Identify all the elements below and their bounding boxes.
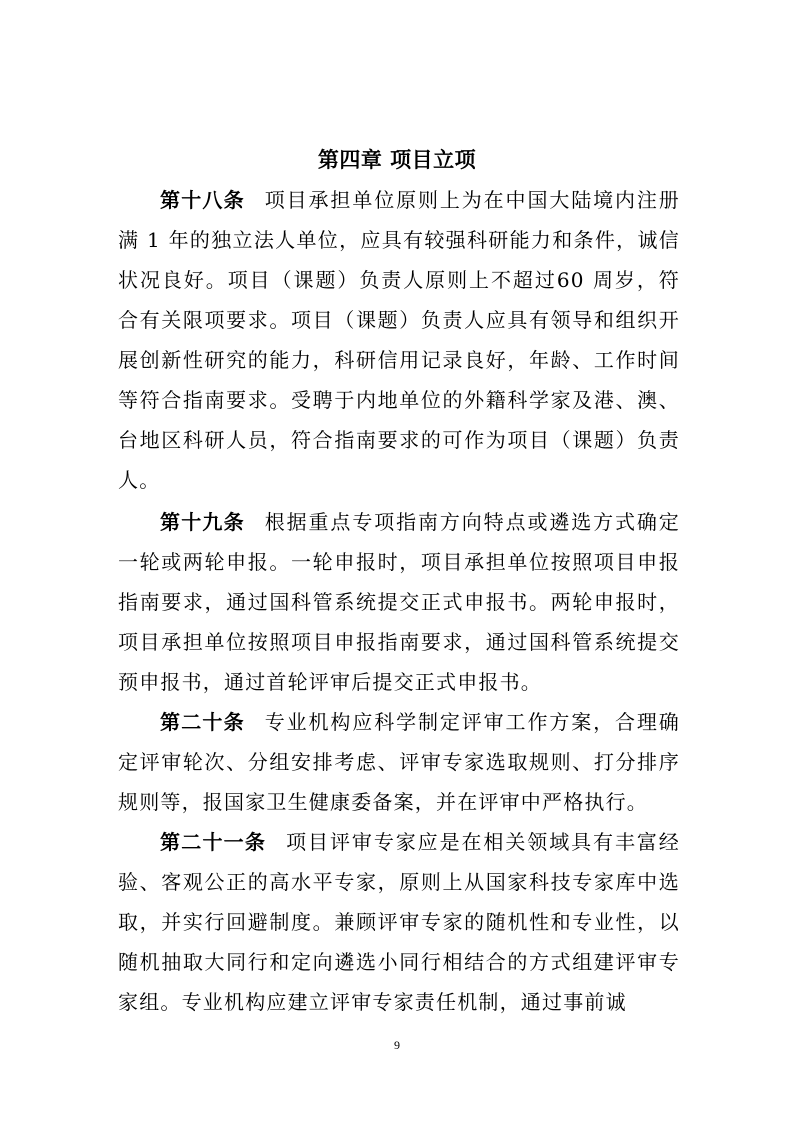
article-text: 项目评审专家应是在相关领域具有丰富经验、客观公正的高水平专家，原则上从国家科技专家库中选取，并实行回避制度。兼顾评审专家的随机性和专业性，以随机抽取大同行和定向遴选小同行相结合的方式组建评审专家组。专业机构应建立评审专家责任机制，通过事前诚 bbox=[118, 830, 681, 1014]
chapter-title: 第四章 项目立项 bbox=[317, 148, 477, 172]
article-paragraph bbox=[118, 702, 680, 822]
article-number: 第十九条 bbox=[160, 510, 245, 534]
article-paragraph bbox=[118, 502, 680, 702]
article-paragraph bbox=[118, 822, 680, 1022]
article-number: 第二十一条 bbox=[160, 830, 267, 854]
article-number: 第十八条 bbox=[160, 188, 245, 212]
article-text: 根据重点专项指南方向特点或遴选方式确定一轮或两轮申报。一轮申报时，项目承担单位按照项目申报指南要求，通过国科管系统提交正式申报书。两轮申报时，项目承担单位按照项目申报指南要求，通过国科管系统提交预申报书，通过首轮评审后提交正式申报书。 bbox=[118, 510, 680, 694]
page-number: 9 bbox=[394, 1038, 400, 1052]
article-text: 项目承担单位原则上为在中国大陆境内注册满 1 年的独立法人单位，应具有较强科研能力和条件，诚信状况良好。项目（课题）负责人原则上不超过60 周岁，符合有关限项要求。项目（课题）负责人应具有领导和组织开展创新性研究的能力，科研信用记录良好，年龄、工作时间等符合指南要求。受聘于内地单位的外籍科学家及港、澳、台地区科研人员，符合指南要求的可作为项目（课题）负责人。 bbox=[118, 188, 680, 492]
article-number: 第二十条 bbox=[160, 710, 245, 734]
article-paragraph bbox=[118, 180, 680, 500]
article-text: 专业机构应科学制定评审工作方案，合理确定评审轮次、分组安排考虑、评审专家选取规则、打分排序规则等，报国家卫生健康委备案，并在评审中严格执行。 bbox=[118, 710, 680, 814]
